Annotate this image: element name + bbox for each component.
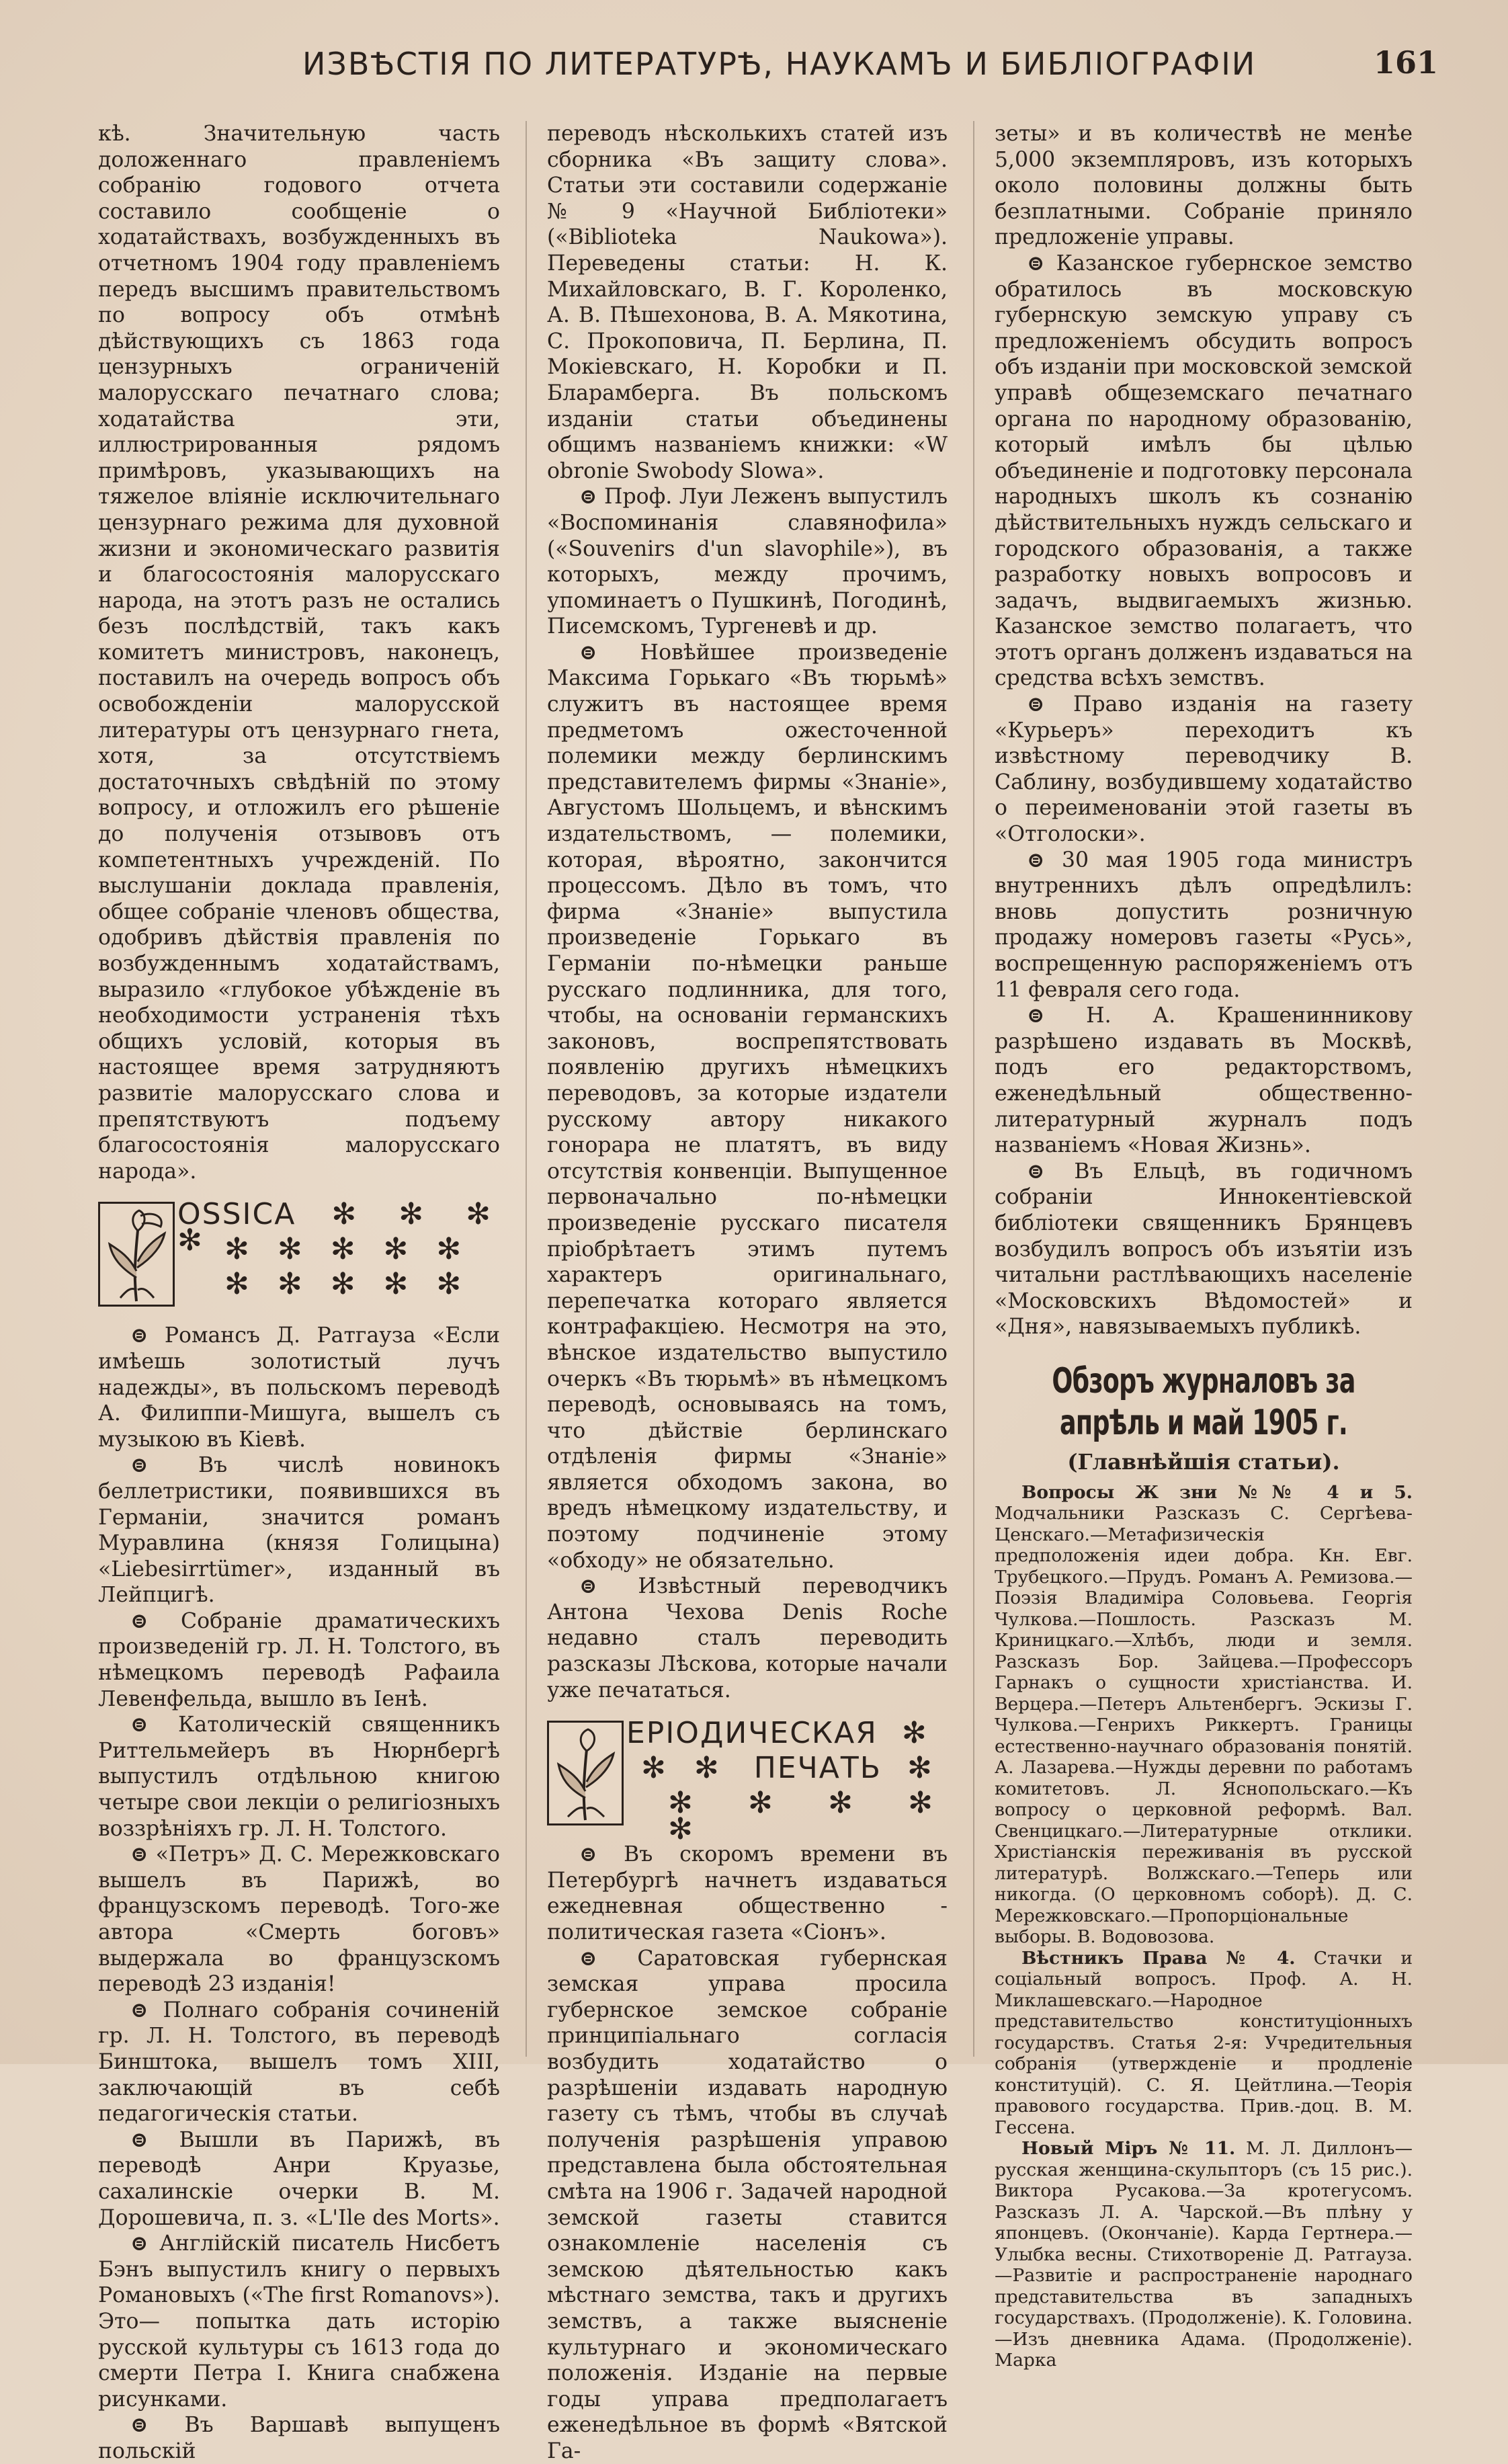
- news-item: ⊜ Въ скоромъ времени въ Петербургѣ начнетъ издаваться ежедневная общественно - политическая газета «Сіонъ».: [547, 1842, 948, 1944]
- bullet-mark: ⊜: [579, 1842, 597, 1867]
- news-item: ⊜ Англійскій писатель Нисбетъ Бэнъ выпустилъ книгу о первыхъ Романовыхъ («The first Romanovs»). Это— попытка дать исторію русской культуры съ 1613 года до смерти Петра I. Книга снабжена рисунками.: [98, 2231, 501, 2412]
- news-item: ⊜ 30 мая 1905 года министръ внутреннихъ дѣлъ опредѣлилъ: вновь допустить розничную продажу номеровъ газеты «Русь», воспрещенную распоряженіемъ отъ 11 февраля сего года.: [995, 847, 1413, 1002]
- bullet-mark: ⊜: [1027, 692, 1045, 717]
- news-item: ⊜ Казанское губернское земство обратилось въ московскую губернскую земскую управу съ предложеніемъ обсудить вопросъ объ изданіи при московской земской управѣ общеземскаго печатнаго органа по народному образованію, который имѣлъ бы цѣлью объединеніе и подготовку персонала народныхъ школъ къ сознанію дѣйствительныхъ нуждъ сельскаго и городского образованія, а также разработку новыхъ вопросовъ и задачъ, выдвигаемыхъ жизнью. Казанское земство полагаетъ, что этотъ органъ долженъ издаваться на средства всѣхъ земствъ.: [995, 250, 1413, 691]
- news-item: ⊜ Н. А. Крашенинникову разрѣшено издавать въ Москвѣ, подъ его редакторствомъ, еженедѣльный общественно-литературный журналъ подъ названіемъ «Новая Жизнь».: [995, 1003, 1413, 1158]
- bullet-mark: ⊜: [130, 2127, 149, 2152]
- journal-review-list: [995, 1482, 1413, 2371]
- news-item: ⊜ Полнаго собранія сочиненій гр. Л. Н. Толстого, въ переводѣ Бинштока, вышелъ томъ XIII, заключающій въ себѣ педагогическія статьи.: [98, 1997, 500, 2127]
- column-rule: [526, 121, 527, 2057]
- news-item: ⊜ Извѣстный переводчикъ Антона Чехова Denis Roche недавно сталъ переводить разсказы Лѣскова, которые начали уже печататься.: [547, 1573, 948, 1702]
- bullet-mark: ⊜: [130, 1452, 149, 1478]
- journal-name: Новый Міръ № 11.: [1021, 2138, 1236, 2159]
- bullet-mark: ⊜: [1027, 250, 1045, 276]
- bullet-mark: ⊜: [579, 1573, 597, 1599]
- section-title: OSSICA ✻ ✻ ✻ ✻: [177, 1197, 500, 1258]
- letter-p-ornament-icon: [549, 1723, 622, 1823]
- star-ornament-row: ✻ ✻ ✻ ✻ ✻: [668, 1786, 948, 1846]
- paragraph: кѣ. Значительную часть доложеннаго правленіемъ собранію годового отчета составило сообщеніе о ходатайствахъ, возбужденныхъ въ отчетномъ 1904 году правленіемъ передъ высшимъ правительствомъ по вопросу объ отмѣнѣ дѣйствующихъ съ 1863 года цензурныхъ ограниченій малорусскаго печатнаго слова; ходатайства эти, иллюстрированныя рядомъ примѣровъ, указывающихъ на тяжелое вліяніе исключительнаго цензурнаго режима для духовной жизни и экономическаго развитія и благосостоянія малорусскаго народа, на этотъ разъ не остались безъ послѣдствій, такъ какъ комитетъ министровъ, наконецъ, поставилъ на очередь вопросъ объ освобожденіи малорусской литературы отъ цензурнаго гнета, хотя, за отсутствіемъ достаточныхъ свѣдѣній по этому вопросу, и отложилъ его рѣшеніе до полученія отзывовъ отъ компетентныхъ учрежденій. По выслушаніи доклада правленія, общее собраніе членовъ общества, одобривъ дѣйствія правленія по возбужденнымъ ходатайствамъ, выразило «глубокое убѣжденіе въ необходимости устраненія тѣхъ общихъ условій, которыя въ настоящее время затрудняютъ развитіе малорусскаго слова и препятствуютъ подъему благосостоянія малорусскаго народа».: [98, 122, 500, 1184]
- paragraph: переводъ нѣсколькихъ статей изъ сборника «Въ защиту слова». Статьи эти составили содержаніе № 9 «Научной Библіотеки» («Biblioteka Naukowa»). Переведены статьи: Н. К. Михайловскаго, В. Г. Короленко, А. В. Пѣшехонова, В. А. Мякотина, С. Прокоповича, П. Берлина, П. Мокіевскаго, Н. Коробки и П. Бларамберга. Въ польскомъ изданіи статьи объединены общимъ названіемъ книжки: «W obronie Swobody Slowa».: [547, 122, 948, 483]
- bullet-mark: ⊜: [1027, 1003, 1045, 1028]
- page-number: 161: [1373, 44, 1438, 81]
- star-ornament-row: ✻ ✻ ПЕЧАТЬ ✻: [641, 1751, 941, 1786]
- news-item: ⊜ Въ Ельцѣ, въ годичномъ собраніи Иннокентіевской библіотеки священникъ Брянцевъ возбудилъ вопросъ объ изъятіи изъ читальни растлѣвающихъ населеніе «Московскихъ Вѣдомостей» и «Дня», навязываемыхъ публикѣ.: [995, 1158, 1413, 1340]
- column-1: [98, 121, 501, 2463]
- news-item: ⊜ Право изданія на газету «Курьеръ» переходитъ къ извѣстному переводчику В. Саблину, возбудившему ходатайство о переименованіи этой газеты въ «Отголоски».: [995, 692, 1413, 847]
- star-ornament-row: ✻ ✻ ✻ ✻ ✻: [224, 1232, 471, 1267]
- journal-review-subheading: (Главнѣйшія статьи).: [1067, 1448, 1340, 1475]
- news-item: ⊜ Собраніе драматическихъ произведеній гр. Л. Н. Толстого, въ нѣмецкомъ переводѣ Рафаила Левенфельда, вышло въ Іенѣ.: [98, 1608, 501, 1711]
- paragraph: зеты» и въ количествѣ не менѣе 5,000 экземпляровъ, изъ которыхъ около половины должны быть безплатными. Собраніе приняло предложеніе управы.: [995, 122, 1413, 250]
- news-item: ⊜ Проф. Луи Леженъ выпустилъ «Воспоминанія славянофила» («Souvenirs d'un slavophile»), въ которыхъ, между прочимъ, упоминаетъ о Пушкинѣ, Погодинѣ, Писемскомъ, Тургеневѣ и др.: [547, 484, 948, 639]
- bullet-mark: ⊜: [130, 1323, 149, 1348]
- bullet-mark: ⊜: [130, 2231, 149, 2256]
- news-item: ⊜ Въ числѣ новинокъ беллетристики, появившихся въ Германіи, значится романъ Муравлина (князя Голицына) «Liebesirrtümer», изданный въ Лейпцигѣ.: [98, 1452, 501, 1608]
- bullet-mark: ⊜: [130, 2412, 149, 2438]
- column-2: [547, 121, 948, 2463]
- star-ornament: ✻: [901, 1716, 928, 1751]
- bullet-mark: ⊜: [130, 1712, 149, 1737]
- journal-name: Вопросы Ж зни №№ 4 и 5.: [1021, 1481, 1413, 1503]
- periodical-press-section-heading: [547, 1716, 948, 1846]
- journal-name: Вѣстникъ Права № 4.: [1021, 1947, 1296, 1969]
- column-rule: [973, 121, 974, 2057]
- flower-emblem-icon: [98, 1202, 175, 1307]
- bullet-mark: ⊜: [130, 1842, 149, 1867]
- journal-review-heading: Обзоръ журналовъ за апрѣль и май 1905 г.: [1052, 1360, 1355, 1443]
- news-item: ⊜ Романсъ Д. Ратгауза «Если имѣешь золотистый лучъ надежды», въ польскомъ переводѣ А. Филиппи-Мишуга, вышелъ съ музыкою въ Кіевѣ.: [98, 1323, 501, 1452]
- news-item: ⊜ «Петръ» Д. С. Мережковскаго вышелъ въ Парижѣ, во французскомъ переводѣ. Того-же автора «Смерть боговъ» выдержала во французскомъ переводѣ 23 изданія!: [98, 1842, 500, 1997]
- bullet-mark: ⊜: [579, 484, 597, 509]
- news-item: ⊜ Католическій священникъ Риттельмейеръ въ Нюрнбергѣ выпустилъ отдѣльною книгою четыре свои лекціи о религіозныхъ воззрѣніяхъ гр. Л. Н. Толстого.: [98, 1712, 500, 1841]
- column-3: [995, 121, 1413, 2371]
- flower-emblem-icon: [547, 1721, 624, 1825]
- rossica-section-heading: [98, 1197, 500, 1313]
- news-item: ⊜ Саратовская губернская земская управа просила губернское земское собраніе принципіальнаго согласія возбудить ходатайство о разрѣшеніи издавать народную газету съ тѣмъ, чтобы въ случаѣ полученія разрѣшенія управою представлена была обстоятельная смѣта на 1906 г. Задачей народной земской газеты ставится ознакомленіе населенія съ земскою дѣятельностью какъ мѣстнаго земства, такъ и другихъ земствъ, а также выясненіе культурнаго и экономическаго положенія. Изданіе на первые годы управа предполагаетъ еженедѣльное въ формѣ «Вятской Га-: [547, 1945, 948, 2463]
- journal-entry: Вопросы Ж зни №№ 4 и 5. Модчальники Разсказъ С. Сергѣева-Ценскаго.—Метафизическія предположенія идеи добра. Кн. Евг. Трубецкого.—Прудъ. Романъ А. Ремизова.—Поэзія Владиміра Соловьева. Георгія Чулкова.—Пошлость. Разсказъ М. Криницкаго.—Хлѣбъ, люди и земля. Разсказъ Бор. Зайцева.—Профессоръ Гарнакъ о сущности христіанства. И. Верцера.—Петеръ Альтенбергъ. Эскизы Г. Чулкова.—Генрихъ Риккертъ. Границы естественно-научнаго образованія понятій. А. Лазарева.—Нужды деревни по работамъ комитетовъ. Л. Яснопольскаго.—Къ вопросу о церковной реформѣ. Вал. Свенцицкаго.—Литературные отклики. Христіанскія переживанія въ русской литературѣ. Волжскаго.—Теперь или никогда. (О церковномъ соборѣ). Д. С. Мережковскаго.—Пропорціональные выборы. В. Водовозова.: [995, 1481, 1413, 1947]
- header-title: ИЗВѢСТІЯ ПО ЛИТЕРАТУРѢ, НАУКАМЪ И БИБЛІОГРАФІИ: [302, 46, 1257, 82]
- star-ornament: ✻ ✻ ✻ ✻: [177, 1197, 500, 1258]
- section-title: ЕРІОДИЧЕСКАЯ ✻: [626, 1716, 928, 1751]
- bullet-mark: ⊜: [130, 1997, 149, 2022]
- news-item: ⊜ Вышли въ Парижѣ, въ переводѣ Анри Круазье, сахалинскіе очерки В. М. Дорошевича, п. з. «L'Ile des Morts».: [98, 2127, 501, 2230]
- journal-entry: Вѣстникъ Права № 4. Стачки и соціальный вопросъ. Проф. А. Н. Миклашевскаго.—Народное представительство конституціонныхъ государствъ. Статья 2-я: Учредительныя собранія (утвержденіе и продленіе конституцій). С. Я. Цейтлина.—Теорія правового государства. Прив.-доц. В. М. Гессена.: [995, 1947, 1413, 2138]
- news-item: ⊜ Новѣйшее произведеніе Максима Горькаго «Въ тюрьмѣ» служитъ въ настоящее время предметомъ ожесточенной полемики между берлинскимъ представителемъ фирмы «Знаніе», Августомъ Шольцемъ, и вѣнскимъ издательствомъ, — полемики, которая, вѣроятно, закончится процессомъ. Дѣло въ томъ, что фирма «Знаніе» выпустила произведеніе Горькаго въ Германіи по-нѣмецки раньше русскаго подлинника, для того, чтобы, на основаніи германскихъ законовъ, воспрепятствовать появленію другихъ нѣмецкихъ переводовъ, за которые издатели русскому автору никакого гонорара не платятъ, въ виду отсутствія конвенціи. Выпущенное первоначально по-нѣмецки произведеніе русскаго писателя пріобрѣтаетъ этимъ путемъ характеръ оригинальнаго, перепечатка котораго является контрафакціею. Несмотря на это, вѣнское издательство выпустило очеркъ «Въ тюрьмѣ» въ нѣмецкомъ переводѣ, основываясь на томъ, что дѣйствіе берлинскаго отдѣленія фирмы «Знаніе» является обходомъ закона, во вредъ нѣмецкому издательству, и поэтому подчиненіе этому «обходу» не обязательно.: [547, 639, 948, 1573]
- journal-entry: Новый Міръ № 11. М. Л. Диллонъ—русская женщина-скульпторъ (съ 15 рис.). Виктора Русакова.—За кротегусомъ. Разсказъ Л. А. Чарской.—Въ плѣну у японцевъ. (Окончаніе). Карда Гертнера.—Улыбка весны. Стихотвореніе Д. Ратгауза.—Развитіе и распространеніе народнаго представительства въ западныхъ государствахъ. (Продолженіе). К. Головина.—Изъ дневника Адама. (Продолженіе). Марка: [995, 2138, 1413, 2371]
- running-header: [101, 42, 1452, 95]
- bullet-mark: ⊜: [1027, 1158, 1045, 1184]
- star-ornament-row: ✻ ✻ ✻ ✻ ✻: [224, 1267, 471, 1302]
- news-item: ⊜ Въ Варшавѣ выпущенъ польскій: [98, 2412, 500, 2463]
- bullet-mark: ⊜: [579, 1945, 597, 1971]
- bullet-mark: ⊜: [130, 1608, 149, 1633]
- letter-r-ornament-icon: [100, 1204, 173, 1305]
- bullet-mark: ⊜: [1027, 847, 1045, 872]
- bullet-mark: ⊜: [579, 639, 597, 665]
